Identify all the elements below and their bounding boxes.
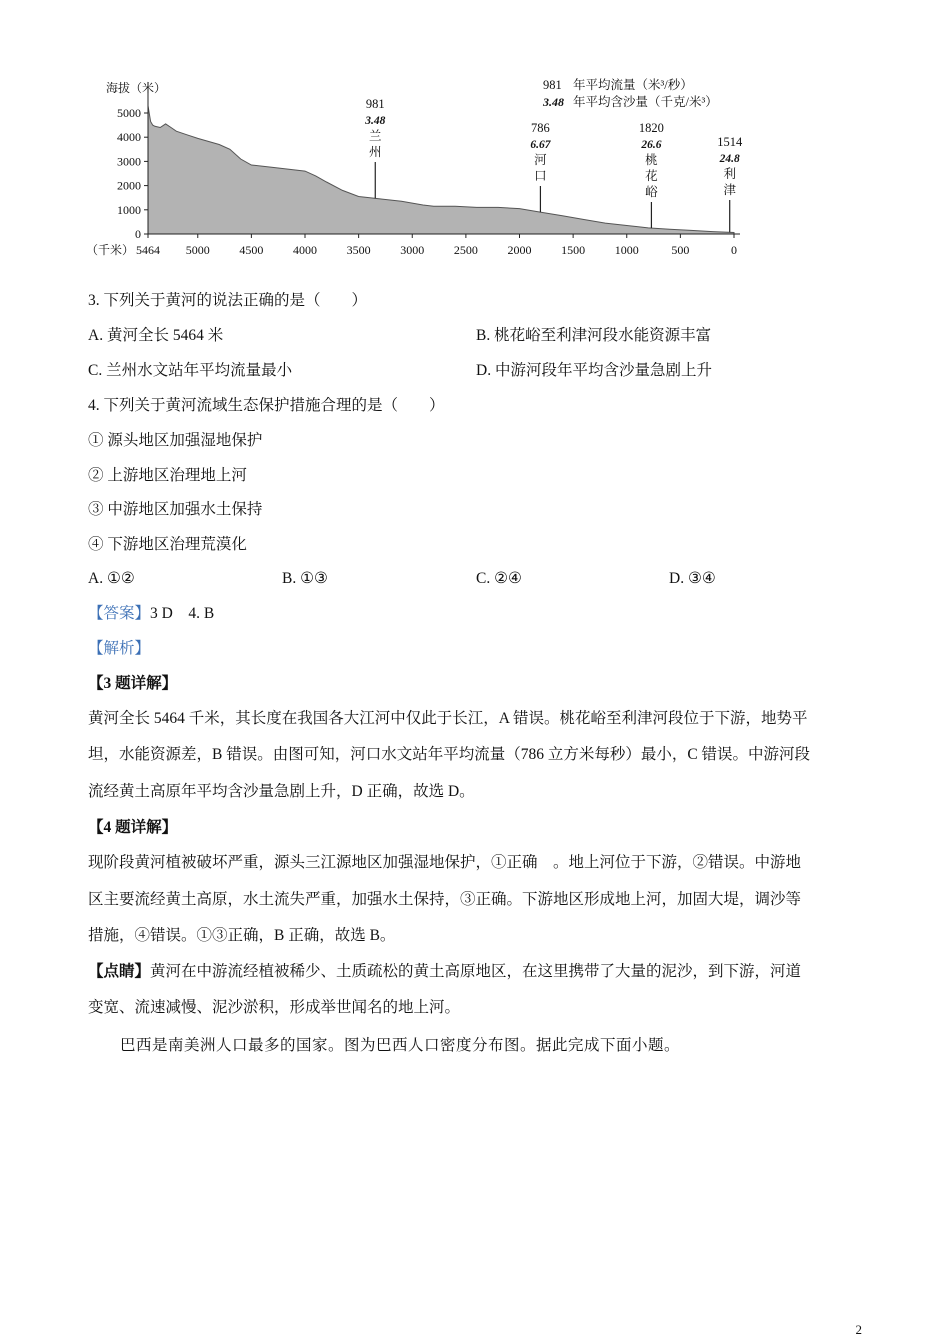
q3-option-d: D. 中游河段年平均含沙量急剧上升	[476, 362, 712, 379]
station-sediment-value: 24.8	[719, 153, 740, 165]
detail3-heading: 【3 题详解】	[88, 675, 178, 692]
x-tick-label: 5000	[185, 243, 210, 257]
tip-text-1: 黄河在中游流经植被稀少、土质疏松的黄土高原地区，在这里携带了大量的泥沙，到下游，河道	[150, 963, 802, 980]
station-flow-value: 1820	[638, 121, 664, 135]
station-sediment-value: 3.48	[365, 115, 386, 127]
y-axis-title: 海拔（米）	[106, 81, 167, 95]
x-tick-label: 4500	[239, 243, 264, 257]
detail4-line-3: 措施，④错误。①③正确，B 正确，故选 B。	[88, 927, 396, 944]
q4-statement-2: ② 上游地区治理地上河	[88, 467, 247, 484]
tip-label: 【点睛】	[88, 963, 151, 980]
legend-flow-label: 年平均流量（米³/秒）	[573, 78, 693, 92]
y-tick-label: 4000	[117, 130, 141, 145]
detail3-line-1: 黄河全长 5464 千米，其长度在我国各大江河中仅此于长江，A 错误。桃花峪至利津河段位于下游，地势平	[88, 710, 808, 727]
q4-option-d: D. ③④	[669, 570, 716, 587]
detail4-line-2: 区主要流经黄土高原，水土流失严重，加强水土保持，③正确。下游地区形成地上河，加固大堤，调沙等	[88, 891, 802, 908]
tip-line-2: 变宽、流速减慢、泥沙淤积，形成举世闻名的地上河。	[88, 999, 461, 1016]
y-tick-label: 3000	[117, 154, 141, 169]
x-axis-unit: （千米）	[86, 243, 135, 257]
detail4-line-1: 现阶段黄河植被破坏严重，源头三江源地区加强湿地保护，①正确 。地上河位于下游，②错误。中游地	[88, 854, 802, 871]
q4-option-b: B. ①③	[282, 570, 328, 587]
analysis-label: 【解析】	[88, 640, 151, 657]
q4-statement-4: ④ 下游地区治理荒漠化	[88, 536, 247, 553]
detail3-line-3: 流经黄土高原年平均含沙量急剧上升，D 正确，故选 D。	[88, 783, 475, 800]
detail3-line-2: 坦，水能资源差，B 错误。由图可知，河口水文站年平均流量（786 立方米每秒）最小，C 错误。中游河段	[88, 746, 811, 763]
x-tick-label: 0	[731, 243, 737, 257]
tip-line-1	[88, 961, 801, 983]
q4-option-c: C. ②④	[476, 570, 522, 587]
station-sediment-value: 26.6	[641, 139, 662, 151]
y-tick-label: 0	[135, 227, 141, 241]
q4-statement-1: ① 源头地区加强湿地保护	[88, 432, 263, 449]
y-tick-label: 5000	[117, 106, 141, 120]
answer-text: 3 D 4. B	[150, 605, 215, 622]
station-flow-value: 1514	[717, 135, 743, 149]
station-name: 河口	[534, 153, 547, 183]
detail4-heading: 【4 题详解】	[88, 819, 178, 836]
legend-sediment-label: 年平均含沙量（千克/米³）	[573, 95, 718, 109]
q4-stem: 4. 下列关于黄河流域生态保护措施合理的是（ ）	[88, 397, 445, 414]
x-tick-label: 2500	[453, 243, 478, 257]
station-flow-value: 981	[365, 97, 385, 111]
q4-statement-3: ③ 中游地区加强水土保持	[88, 501, 263, 518]
x-tick-label: 1500	[561, 243, 586, 257]
station-name: 兰州	[368, 129, 382, 159]
q3-option-b: B. 桃花峪至利津河段水能资源丰富	[476, 327, 712, 344]
x-tick-label: 2000	[507, 243, 532, 257]
next-question-intro: 巴西是南美洲人口最多的国家。图为巴西人口密度分布图。据此完成下面小题。	[120, 1036, 681, 1054]
q3-option-a: A. 黄河全长 5464 米	[88, 327, 224, 344]
legend-sediment-number: 3.48	[543, 95, 564, 109]
station-name: 利津	[723, 167, 736, 197]
q3-option-c: C. 兰州水文站年平均流量最小	[88, 362, 293, 379]
river-profile-chart	[80, 72, 780, 272]
page-number: 2	[855, 1322, 862, 1337]
x-tick-label: 1000	[614, 243, 639, 257]
y-tick-label: 1000	[117, 202, 141, 217]
station-sediment-value: 6.67	[530, 139, 551, 151]
x-tick-label: 500	[671, 243, 690, 257]
answer-label: 【答案】	[88, 605, 151, 622]
answer-line	[88, 603, 214, 625]
station-flow-value: 786	[531, 121, 550, 135]
x-tick-label: 5464	[136, 243, 160, 257]
x-tick-label: 3500	[346, 243, 371, 257]
q3-stem: 3. 下列关于黄河的说法正确的是（ ）	[88, 292, 368, 309]
station-name: 桃花峪	[645, 153, 658, 199]
x-tick-label: 3000	[400, 243, 425, 257]
q4-option-a: A. ①②	[88, 570, 135, 587]
x-tick-label: 4000	[293, 243, 318, 257]
y-tick-label: 2000	[117, 178, 141, 193]
legend-flow-number: 981	[543, 78, 562, 92]
